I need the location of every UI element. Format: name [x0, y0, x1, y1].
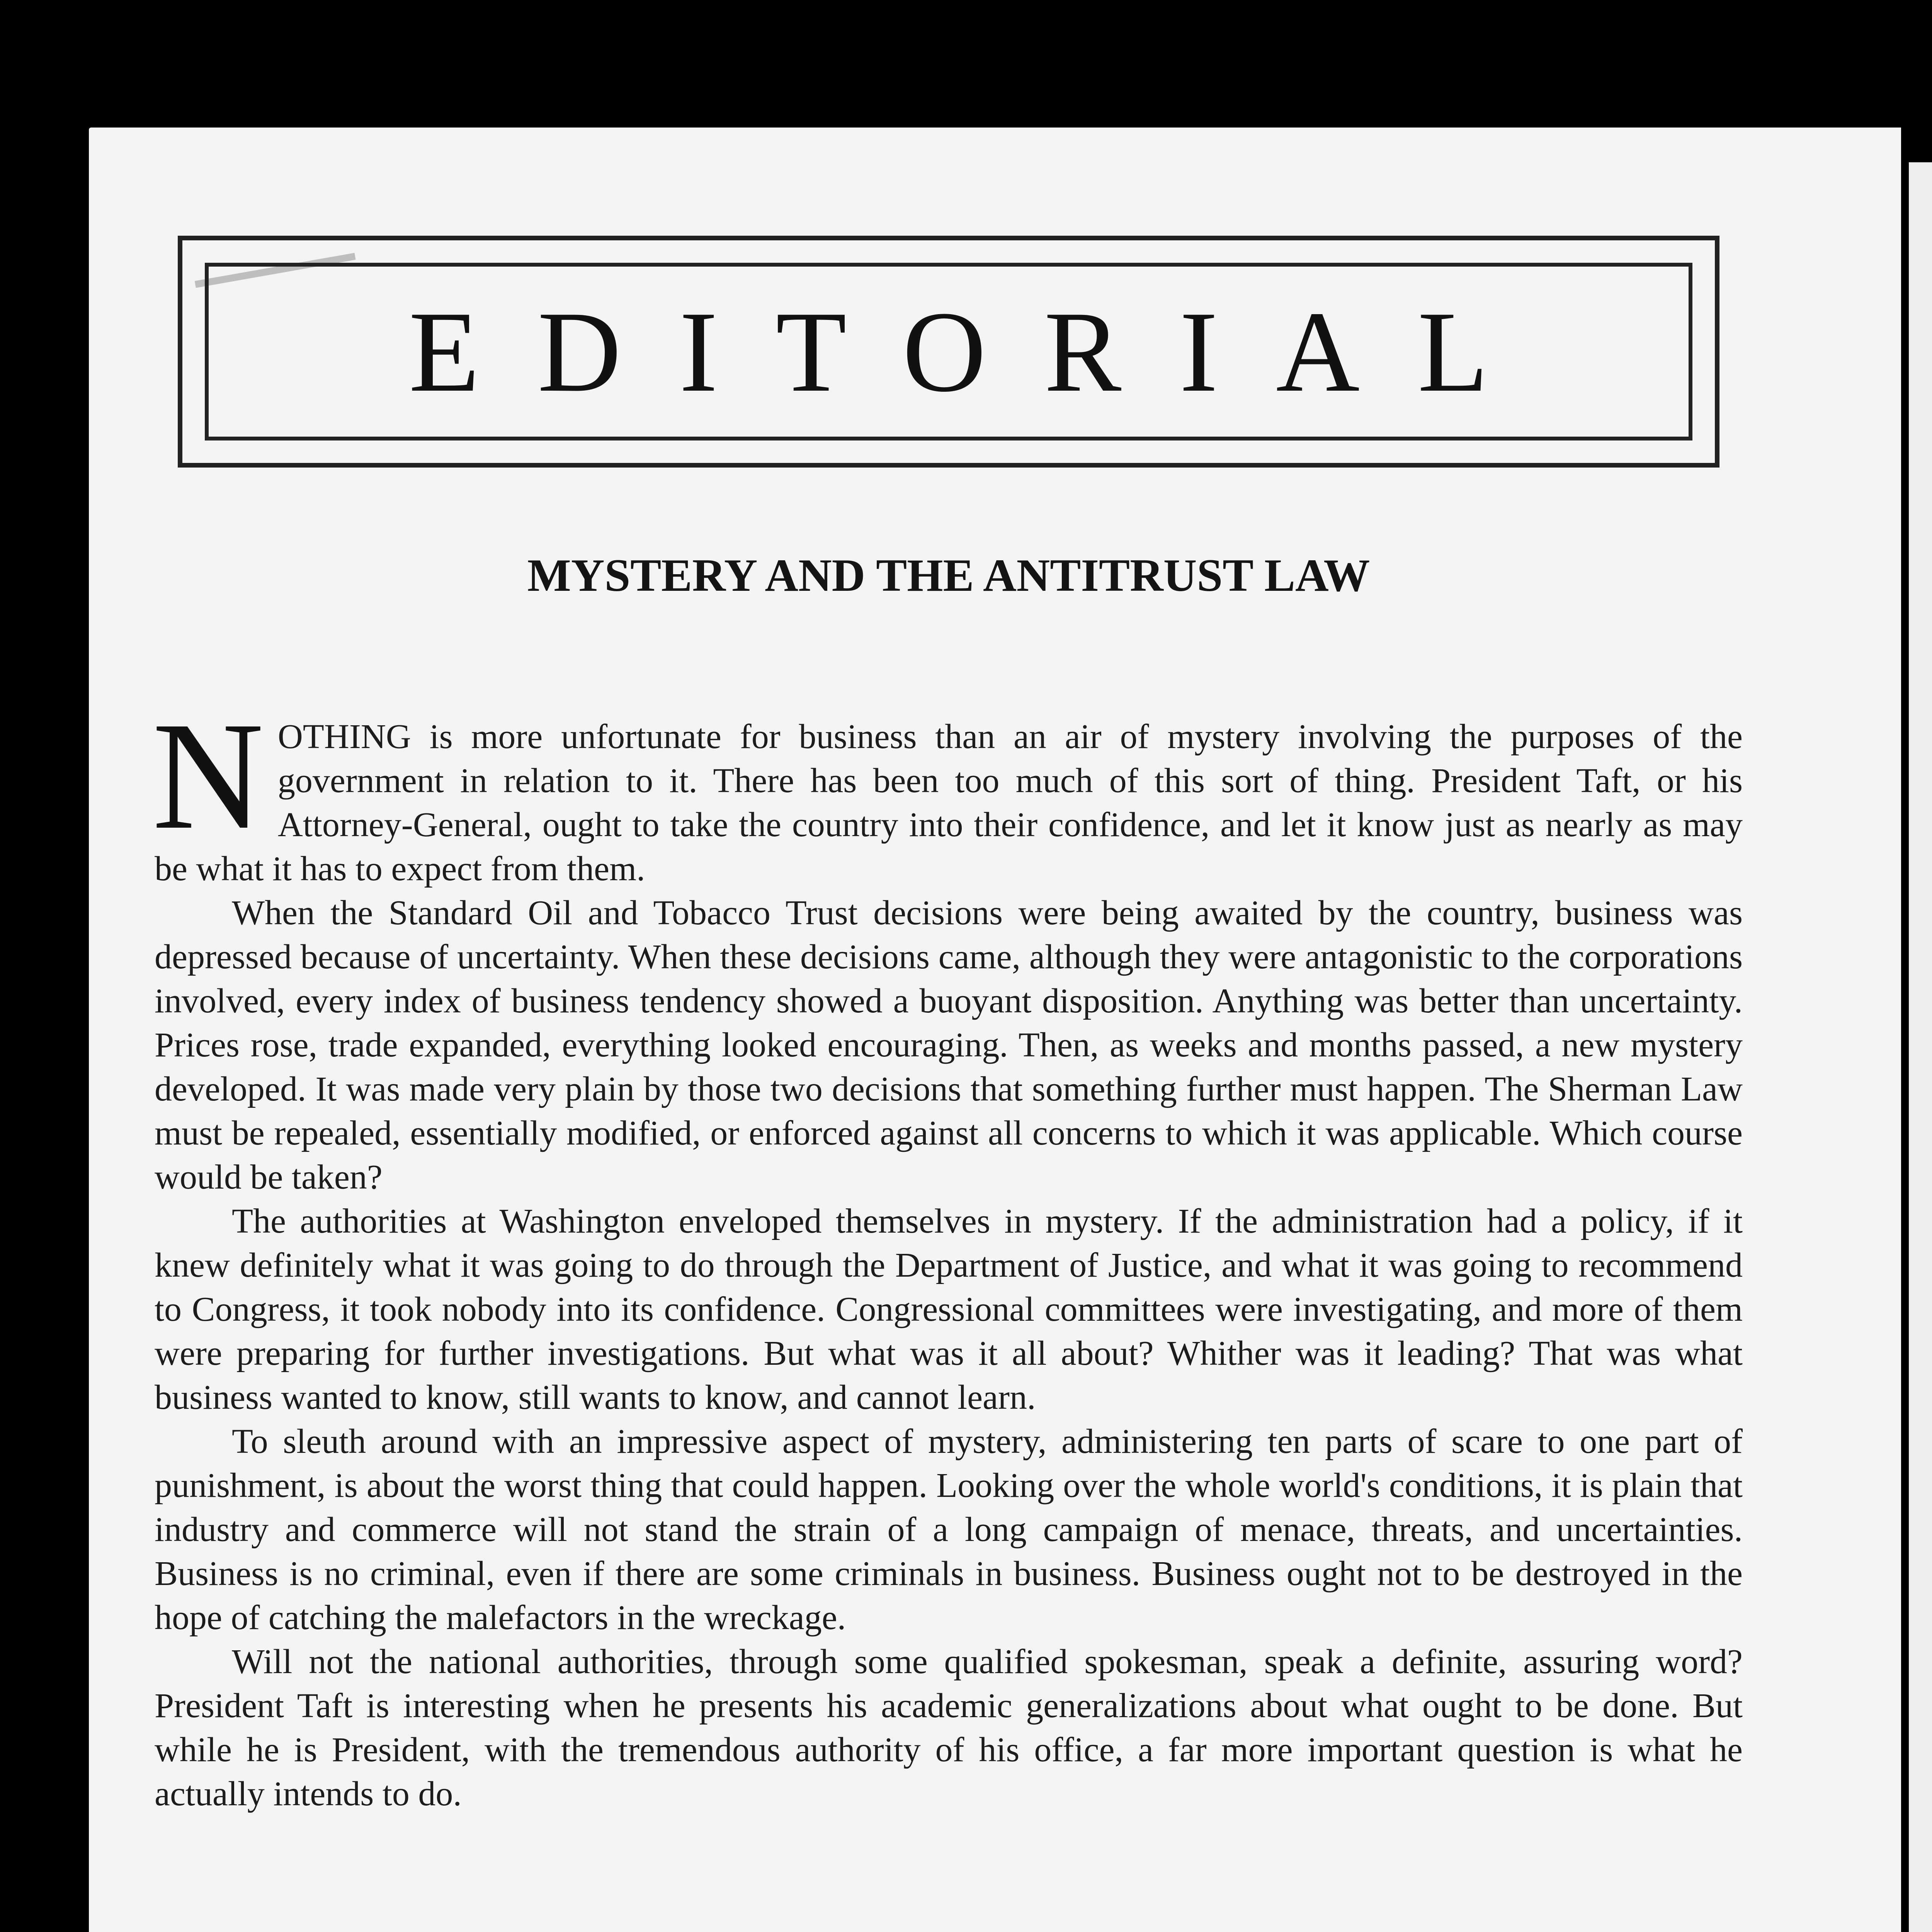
article1-paragraph-2: When the Standard Oil and Tobacco Trust decisions were being awaited by the country, business was depressed because of uncertainty. When these decisions came, although they were antagonistic to the corporations involved, every index of business tendency showed a buoyant disposition. Anything was better than uncertainty. Prices rose, trade expanded, everything looked encouraging. Then, as weeks and months passed, a new mystery developed. It was made very plain by those two decisions that something further must happen. The Sherman Law must be repealed, essentially modified, or enforced against all concerns to which it was applicable. Which course would be taken?: [155, 894, 1743, 1196]
editorial-masthead-box: [178, 236, 1719, 468]
article1-dropcap: N: [152, 690, 264, 861]
article1-paragraph-1: [152, 690, 1743, 891]
article1-body: [152, 690, 1743, 1816]
article1-paragraph-3: The authorities at Washington enveloped themselves in mystery. If the administration had a policy, if it knew definitely what it was going to do through the Department of Justice, and what it was going to recommend to Congress, it took nobody into its confidence. Congressional committees were investigating, and more of them were preparing for further investigations. But what was it all about? Whither was it leading? That was what business wanted to know, still wants to know, and cannot learn.: [155, 1202, 1743, 1417]
article1-title: MYSTERY AND THE ANTITRUST LAW: [527, 549, 1370, 601]
article1-paragraph-5: Will not the national authorities, through some qualified spokesman, speak a definite, assuring word? President Taft is interesting when he presents his academic generalizations about what ought to be done. But while he is President, with the tremendous authority of his office, a far more important question is what he actually intends to do.: [155, 1643, 1743, 1813]
adjacent-page-edge: [1909, 162, 1932, 1932]
article1-paragraph-4: To sleuth around with an impressive aspect of mystery, administering ten parts of scare to one part of punishment, is about the worst thing that could happen. Looking over the whole world's conditions, it is plain that industry and commerce will not stand the strain of a long campaign of menace, threats, and uncertainties. Business is no criminal, even if there are some criminals in business. Business ought not to be destroyed in the hope of catching the malefactors in the wreckage.: [155, 1422, 1743, 1637]
masthead-inner-frame: [205, 263, 1692, 440]
article1-paragraph-1-text: OTHING is more unfortunate for business than an air of mystery involving the purposes of the government in relation to it. There has been too much of this sort of thing. President Taft, or his Attorney-General, ought to take the country into their confidence, and let it know just as nearly as may be what it has to expect from them.: [155, 718, 1743, 888]
masthead-title: EDITORIAL: [408, 287, 1547, 416]
